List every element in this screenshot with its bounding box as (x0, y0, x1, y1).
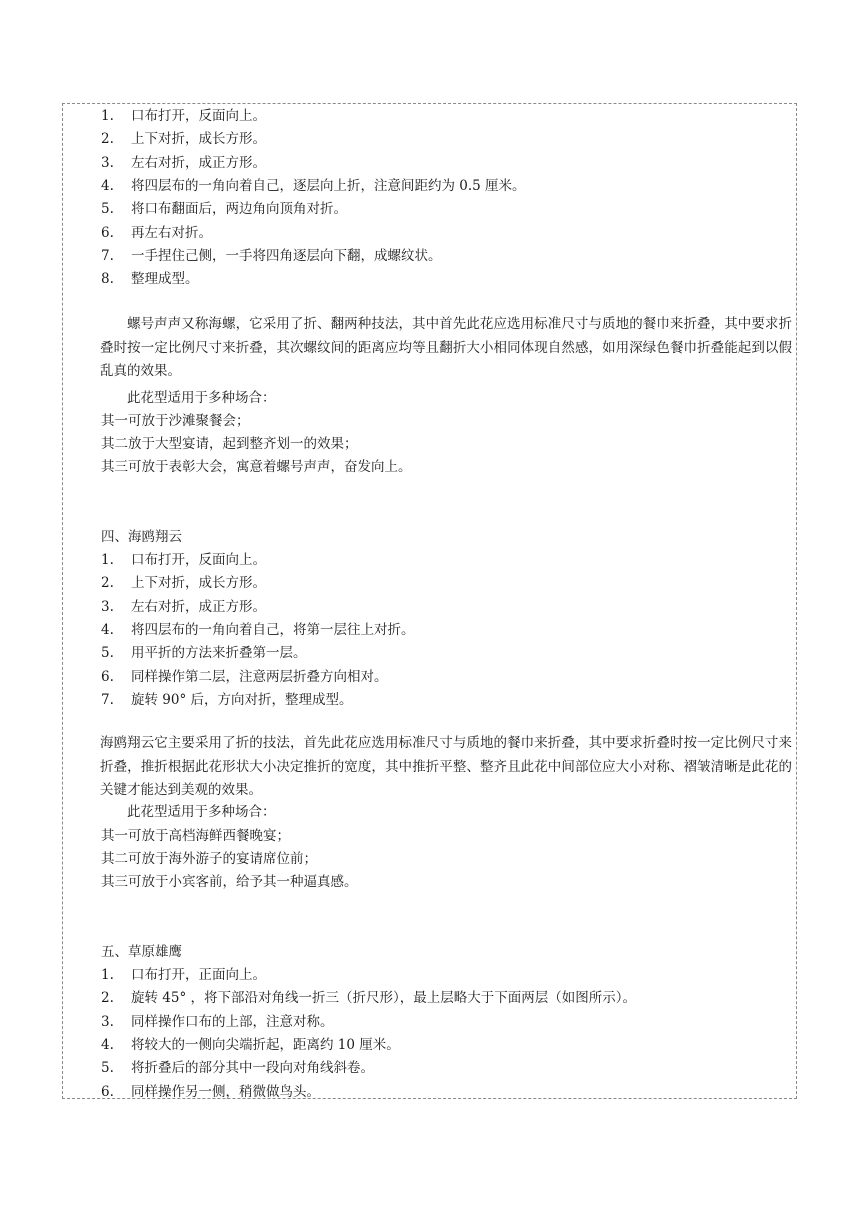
section5-step-number: 6. (101, 1083, 114, 1100)
section4-step-text: 用平折的方法来折叠第一层。 (131, 645, 307, 662)
section4-step-text: 将四层布的一角向着自己，将第一层往上对折。 (131, 621, 415, 638)
section4-heading: 四、海鸥翔云 (101, 529, 182, 545)
section3-step-number: 4. (101, 177, 114, 194)
section3-step-number: 3. (101, 154, 114, 171)
section4-use-1: 其一可放于高档海鲜西餐晚宴； (101, 828, 290, 844)
section3-step-text: 一手捏住己侧，一手将四角逐层向下翻，成螺纹状。 (131, 247, 442, 264)
section3-step-text: 左右对折，成正方形。 (131, 154, 266, 171)
section4-step-text: 口布打开，反面向上。 (131, 552, 266, 568)
section3-use-2: 其二放于大型宴请，起到整齐划一的效果； (101, 436, 358, 452)
section3-uses-intro: 此花型适用于多种场合： (127, 390, 276, 406)
section4-step-text: 同样操作第二层，注意两层折叠方向相对。 (131, 668, 388, 685)
section3-step-number: 8. (101, 271, 114, 288)
section4-step-number: 7. (101, 691, 114, 708)
section4-step-number: 1. (101, 552, 114, 568)
section5-step-number: 2. (101, 990, 114, 1007)
section3-step-number: 2. (101, 131, 114, 148)
section3-use-1: 其一可放于沙滩聚餐会； (101, 413, 250, 429)
section5-heading: 五、草原雄鹰 (101, 944, 182, 960)
section4-step-text: 上下对折，成长方形。 (131, 575, 266, 592)
section3-step-number: 1. (101, 108, 114, 124)
section3-step-text: 口布打开，反面向上。 (131, 108, 266, 124)
section5-step-number: 5. (101, 1060, 114, 1077)
section3-step-text: 再左右对折。 (131, 224, 212, 241)
section3-step-text: 将口布翻面后，两边角向顶角对折。 (131, 201, 347, 218)
section4-use-2: 其二可放于海外游子的宴请席位前； (101, 851, 317, 867)
section4-step-number: 4. (101, 621, 114, 638)
section5-step-number: 1. (101, 967, 114, 983)
section3-use-3: 其三可放于表彰大会，寓意着螺号声声，奋发向上。 (101, 459, 412, 475)
section5-step-number: 4. (101, 1036, 114, 1053)
section4-step-text: 左右对折，成正方形。 (131, 598, 266, 615)
section5-step-text: 同样操作口布的上部，注意对称。 (131, 1013, 334, 1030)
section4-step-text: 旋转 90° 后，方向对折，整理成型。 (131, 691, 353, 708)
section3-desc-text: 螺号声声又称海螺，它采用了折、翻两种技法，其中首先此花应选用标准尺寸与质地的餐巾来折叠，其中要求折叠时按一定比例尺寸来折叠，其次螺纹间的距离应均等且翻折大小相同体现自然感，如用深绿色餐巾折叠能起到以假乱真的效果。 (100, 316, 792, 379)
section3-step-number: 5. (101, 201, 114, 218)
section4-desc-text: 海鸥翔云它主要采用了折的技法，首先此花应选用标准尺寸与质地的餐巾来折叠，其中要求折叠时按一定比例尺寸来折叠，推折根据此花形状大小决定推折的宽度，其中推折平整、整齐且此花中间部位应大小对称、褶皱清晰是此花的关键才能达到美观的效果。 (100, 735, 792, 798)
section4-description (100, 732, 792, 803)
section5-step-text: 同样操作另一侧，稍微做鸟头。 (131, 1083, 320, 1100)
section3-step-number: 7. (101, 247, 114, 264)
section5-step-text: 将较大的一侧向尖端折起，距离约 10 厘米。 (131, 1036, 400, 1053)
section4-step-number: 3. (101, 598, 114, 615)
section5-step-text: 旋转 45° ，将下部沿对角线一折三（折尺形），最上层略大于下面两层（如图所示）。 (131, 990, 637, 1007)
section4-use-3: 其三可放于小宾客前，给予其一种逼真感。 (101, 874, 358, 890)
section3-step-text: 将四层布的一角向着自己，逐层向上折，注意间距约为 0.5 厘米。 (131, 177, 526, 194)
section5-step-text: 将折叠后的部分其中一段向对角线斜卷。 (131, 1060, 374, 1077)
section3-step-text: 整理成型。 (131, 271, 199, 288)
section4-step-number: 2. (101, 575, 114, 592)
section3-step-number: 6. (101, 224, 114, 241)
section4-step-number: 5. (101, 645, 114, 662)
section5-step-number: 3. (101, 1013, 114, 1030)
section4-uses-intro: 此花型适用于多种场合： (127, 804, 276, 820)
section3-description (100, 313, 792, 384)
section4-step-number: 6. (101, 668, 114, 685)
section5-step-text: 口布打开，正面向上。 (131, 967, 266, 983)
section3-step-text: 上下对折，成长方形。 (131, 131, 266, 148)
